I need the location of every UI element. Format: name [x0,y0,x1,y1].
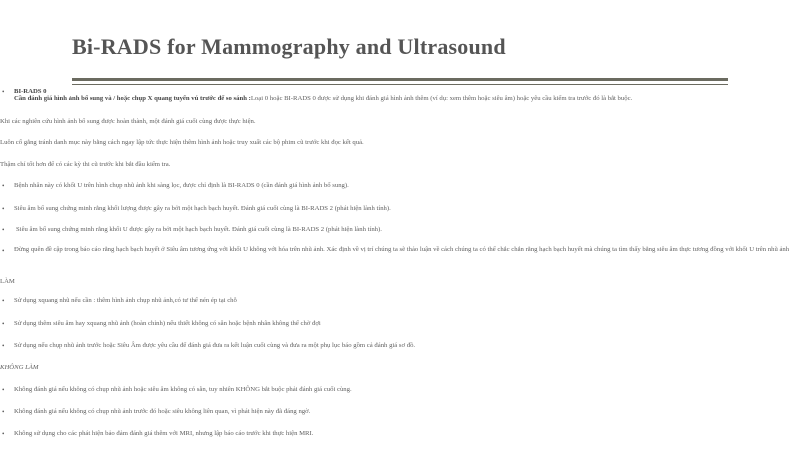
list-item: Bệnh nhân này có khối U trên hình chụp nhũ ảnh khi sàng lọc, được chỉ định là BI-RADS 0 (cần đánh giá hình ảnh bổ sung). [14,182,349,189]
bullet-marker: • [2,247,5,255]
bullet-marker: • [2,430,5,438]
list-item: Sử dụng nếu chụp nhũ ảnh trước hoặc Siêu Âm được yêu cầu để đánh giá đưa ra kết luận cuối cùng và đưa ra một phụ lục báo gồm cả đánh giá sơ đồ. [14,342,416,349]
birads0-text: Loại 0 hoặc BI-RADS 0 được sử dụng khi đánh giá hình ảnh thêm (ví dụ: xem thêm hoặc siêu âm) hoặc yêu cầu kiểm tra trước đó là bắt buộc. [250,95,633,102]
bullet-marker: • [2,297,5,305]
birads0-description [14,95,632,103]
section-dont-heading: KHÔNG LÀM [0,364,39,371]
bullet-marker: • [2,205,5,213]
list-item: Không sử dụng cho các phát hiện bảo đảm đánh giá thêm với MRI, nhưng lập báo cáo trước khi thực hiện MRI. [14,430,314,437]
list-item: Không đánh giá nếu không có chụp nhũ ảnh hoặc siêu âm không có sẵn, tuy nhiên KHÔNG bắt buộc phải đánh giá cuối cùng. [14,386,352,393]
birads0-lead: Cần đánh giá hình ảnh bổ sung và / hoặc chụp X quang tuyến vú trước để so sánh : [14,95,251,102]
page-title: Bi-RADS for Mammography and Ultrasound [72,34,506,59]
bullet-marker: • [2,88,5,96]
list-item: Không đánh giá nếu không có chụp nhũ ảnh trước đó hoặc siêu không liên quan, vì phát hiện này đã đáng ngờ. [14,408,311,415]
title-divider [72,78,728,81]
bullet-marker: • [2,386,5,394]
list-item: Sử dụng xquang nhũ nếu cần : thêm hình ảnh chụp nhũ ảnh,có tư thế nén ép tại chỗ [14,297,237,304]
list-item: Siêu âm bổ sung chứng minh rằng khối U được gây ra bởi một hạch bạch huyết. Đánh giá cuối cùng là BI-RADS 2 (phát hiện lành tính). [16,226,382,233]
title-divider-thin [72,84,728,85]
section-do-heading: LÀM [0,278,15,285]
bullet-marker: • [2,342,5,350]
paragraph-2: Luôn cố gắng tránh danh mục này bằng cách ngay lập tức thực hiện thêm hình ảnh hoặc truy xuất các bộ phim cũ trước khi đọc kết quả. [0,139,364,146]
bullet-marker: • [2,408,5,416]
list-item: Siêu âm bổ sung chứng minh rằng khối lượng được gây ra bởi một hạch bạch huyết. Đánh giá cuối cùng là BI-RADS 2 (phát hiện lành tính). [14,205,391,212]
paragraph-1: Khi các nghiên cứu hình ảnh bổ sung được hoàn thành, một đánh giá cuối cùng được thực hiện. [0,118,256,125]
bullet-marker: • [2,226,5,234]
paragraph-3: Thậm chí tốt hơn để có các kỳ thi cũ trước khi bắt đầu kiểm tra. [0,161,171,168]
birads0-heading: BI-RADS 0 [14,88,47,95]
bullet-marker: • [2,182,5,190]
bullet-marker: • [2,320,5,328]
list-item: Sử dụng thêm siêu âm hay xquang nhũ ảnh (hoàn chỉnh) nếu thiết không có sẵn hoặc bệnh nhân không thể chờ đợi [14,320,321,327]
list-item: Đừng quên đề cập trong báo cáo rằng hạch bạch huyết ở Siêu âm tương ứng với khối U không với hóa trên nhũ ảnh. Xác định về vị trí chúng ta sẽ thảo luận về cách chúng ta có thể chắc chắn rằng hạch bạch huyết mà chúng ta tìm thấy bằng siêu âm thực tương đồng với khối U trên nhũ ảnh [14,246,790,253]
